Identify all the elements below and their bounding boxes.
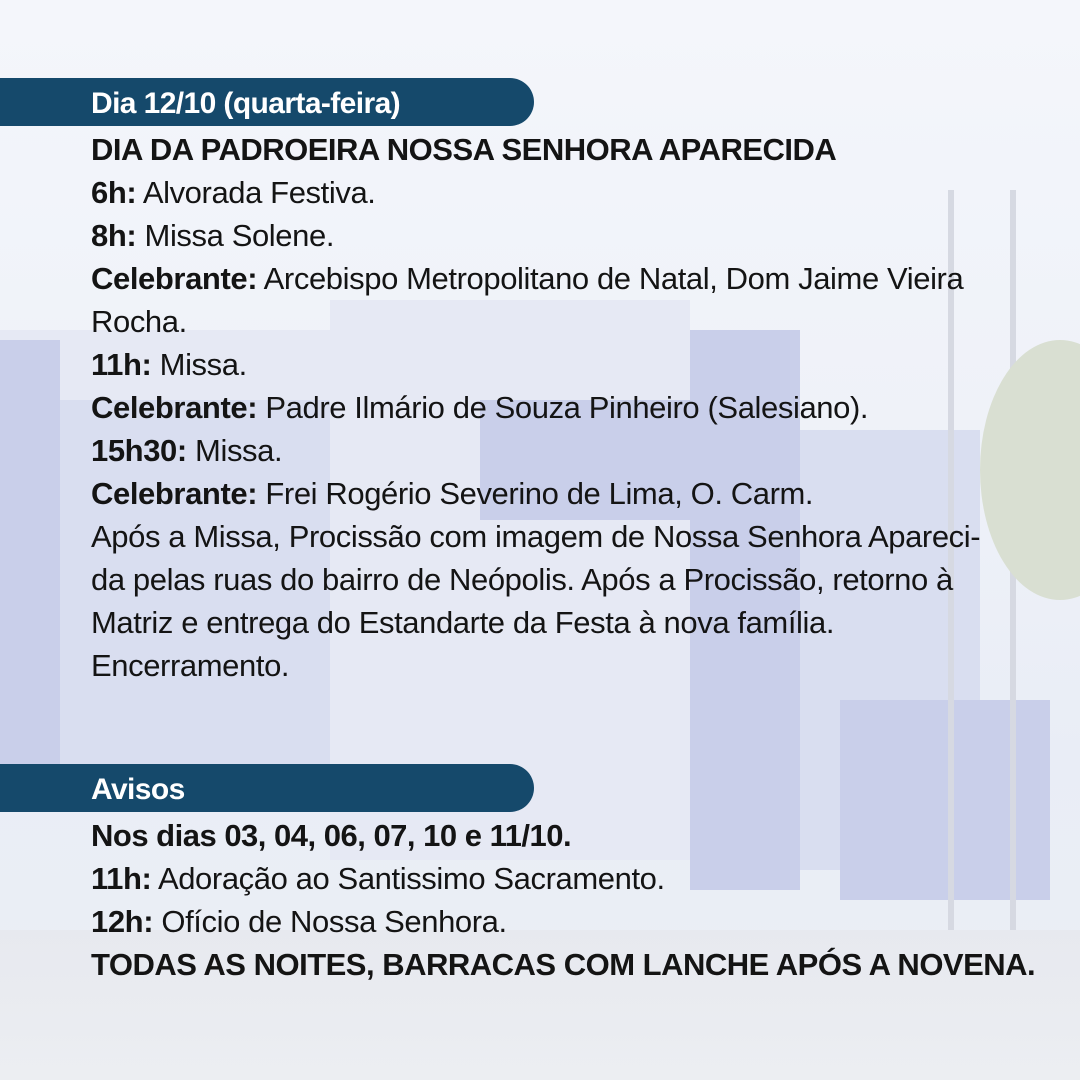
schedule-line: 15h30: Missa. (91, 433, 283, 468)
schedule-line: Encerramento. (91, 648, 290, 683)
schedule-line: Após a Missa, Procissão com imagem de Nossa Senhora Apareci- (91, 519, 981, 554)
schedule-line: 11h: Missa. (91, 347, 247, 382)
day-header-title: Dia 12/10 (quarta-feira) (91, 87, 401, 120)
day-title: DIA DA PADROEIRA NOSSA SENHORA APARECIDA (91, 132, 837, 167)
notice-line: 12h: Ofício de Nossa Senhora. (91, 904, 507, 939)
schedule-line: da pelas ruas do bairro de Neópolis. Após a Procissão, retorno à (91, 562, 953, 597)
notice-line: 11h: Adoração ao Santissimo Sacramento. (91, 861, 665, 896)
schedule-line: 6h: Alvorada Festiva. (91, 175, 376, 210)
schedule-line: Celebrante: Arcebispo Metropolitano de Natal, Dom Jaime Vieira (91, 261, 964, 296)
notices-list (91, 814, 1036, 986)
schedule-line: Rocha. (91, 304, 187, 339)
day-program (91, 128, 1010, 687)
notices-title: Nos dias 03, 04, 06, 07, 10 e 11/10. (91, 818, 572, 853)
notices-footer: TODAS AS NOITES, BARRACAS COM LANCHE APÓS A NOVENA. (91, 947, 1036, 982)
notices-header-banner (0, 764, 534, 812)
schedule-line: 8h: Missa Solene. (91, 218, 335, 253)
schedule-line: Celebrante: Padre Ilmário de Souza Pinheiro (Salesiano). (91, 390, 869, 425)
notices-header-title: Avisos (91, 773, 185, 806)
schedule-line: Matriz e entrega do Estandarte da Festa à nova família. (91, 605, 835, 640)
day-header-banner (0, 78, 534, 126)
schedule-line: Celebrante: Frei Rogério Severino de Lima, O. Carm. (91, 476, 814, 511)
